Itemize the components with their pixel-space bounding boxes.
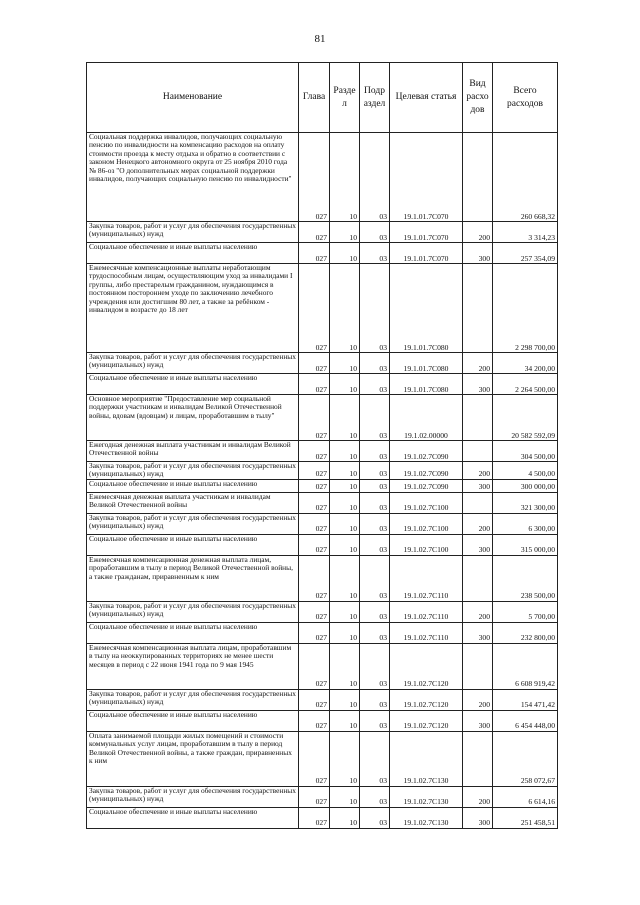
cell-section: 10 <box>330 133 360 222</box>
cell-name: Социальное обеспечение и иные выплаты населению <box>87 622 299 643</box>
cell-total: 260 668,32 <box>493 133 558 222</box>
cell-target: 19.1.02.7С130 <box>390 786 463 807</box>
cell-type: 200 <box>463 222 493 243</box>
cell-target: 19.1.02.7С110 <box>390 601 463 622</box>
cell-section: 10 <box>330 479 360 492</box>
cell-section: 10 <box>330 492 360 513</box>
cell-total: 232 800,00 <box>493 622 558 643</box>
cell-total: 315 000,00 <box>493 534 558 555</box>
cell-chapter: 027 <box>299 786 330 807</box>
cell-section: 10 <box>330 462 360 480</box>
cell-name: Ежемесячная компенсационная выплата лицам, проработавшим в тылу на неоккупированных территориях не менее шести месяцев в период с 22 июня 1941 года по 9 мая 1945 <box>87 643 299 689</box>
table-row <box>87 710 558 731</box>
cell-chapter: 027 <box>299 601 330 622</box>
cell-section: 10 <box>330 513 360 534</box>
cell-name: Закупка товаров, работ и услуг для обеспечения государственных (муниципальных) нужд <box>87 353 299 374</box>
cell-total: 300 000,00 <box>493 479 558 492</box>
cell-target: 19.1.02.7С100 <box>390 534 463 555</box>
cell-subsection: 03 <box>360 243 390 264</box>
cell-name: Закупка товаров, работ и услуг для обеспечения государственных (муниципальных) нужд <box>87 222 299 243</box>
cell-chapter: 027 <box>299 222 330 243</box>
cell-section: 10 <box>330 643 360 689</box>
cell-name: Закупка товаров, работ и услуг для обеспечения государственных (муниципальных) нужд <box>87 462 299 480</box>
table-row <box>87 731 558 786</box>
cell-subsection: 03 <box>360 534 390 555</box>
cell-target: 19.1.02.7С100 <box>390 492 463 513</box>
cell-type: 200 <box>463 601 493 622</box>
cell-subsection: 03 <box>360 689 390 710</box>
cell-section: 10 <box>330 243 360 264</box>
cell-chapter: 027 <box>299 555 330 601</box>
table-row <box>87 555 558 601</box>
cell-subsection: 03 <box>360 786 390 807</box>
table-row <box>87 479 558 492</box>
cell-subsection: 03 <box>360 479 390 492</box>
table-row <box>87 374 558 395</box>
cell-chapter: 027 <box>299 395 330 441</box>
cell-target: 19.1.01.7С070 <box>390 222 463 243</box>
cell-subsection: 03 <box>360 492 390 513</box>
cell-total: 4 500,00 <box>493 462 558 480</box>
cell-section: 10 <box>330 264 360 353</box>
table-row <box>87 689 558 710</box>
cell-subsection: 03 <box>360 710 390 731</box>
cell-chapter: 027 <box>299 513 330 534</box>
header-section: Разде л <box>330 63 360 133</box>
cell-section: 10 <box>330 689 360 710</box>
cell-name: Социальное обеспечение и иные выплаты населению <box>87 479 299 492</box>
cell-chapter: 027 <box>299 534 330 555</box>
cell-chapter: 027 <box>299 710 330 731</box>
cell-type <box>463 555 493 601</box>
cell-type: 200 <box>463 353 493 374</box>
cell-total: 2 298 700,00 <box>493 264 558 353</box>
table-row <box>87 222 558 243</box>
cell-total: 20 582 592,09 <box>493 395 558 441</box>
table-row <box>87 492 558 513</box>
cell-target: 19.1.01.7С080 <box>390 353 463 374</box>
cell-subsection: 03 <box>360 441 390 462</box>
cell-subsection: 03 <box>360 555 390 601</box>
cell-name: Социальное обеспечение и иные выплаты населению <box>87 534 299 555</box>
cell-type <box>463 264 493 353</box>
cell-total: 3 314,23 <box>493 222 558 243</box>
table-row <box>87 622 558 643</box>
cell-name: Социальное обеспечение и иные выплаты населению <box>87 710 299 731</box>
header-name: Наименование <box>87 63 299 133</box>
cell-total: 251 458,51 <box>493 807 558 828</box>
cell-section: 10 <box>330 534 360 555</box>
cell-total: 238 500,00 <box>493 555 558 601</box>
cell-total: 257 354,09 <box>493 243 558 264</box>
cell-section: 10 <box>330 601 360 622</box>
cell-type: 300 <box>463 374 493 395</box>
cell-target: 19.1.01.7С080 <box>390 264 463 353</box>
cell-section: 10 <box>330 555 360 601</box>
cell-chapter: 027 <box>299 374 330 395</box>
cell-target: 19.1.02.7С120 <box>390 643 463 689</box>
cell-subsection: 03 <box>360 807 390 828</box>
cell-name: Ежемесячная денежная выплата участникам и инвалидам Великой Отечественной войны <box>87 492 299 513</box>
cell-chapter: 027 <box>299 353 330 374</box>
cell-total: 2 264 500,00 <box>493 374 558 395</box>
cell-name: Ежемесячная компенсационная денежная выплата лицам, проработавшим в тылу в период Великой Отечественной войны, а также гражданам, приравненным к ним <box>87 555 299 601</box>
cell-name: Закупка товаров, работ и услуг для обеспечения государственных (муниципальных) нужд <box>87 513 299 534</box>
cell-total: 6 608 919,42 <box>493 643 558 689</box>
cell-section: 10 <box>330 622 360 643</box>
cell-name: Закупка товаров, работ и услуг для обеспечения государственных (муниципальных) нужд <box>87 786 299 807</box>
cell-chapter: 027 <box>299 441 330 462</box>
cell-name: Закупка товаров, работ и услуг для обеспечения государственных (муниципальных) нужд <box>87 689 299 710</box>
cell-section: 10 <box>330 731 360 786</box>
cell-name: Основное мероприятие "Предоставление мер социальной поддержки участникам и инвалидам Великой Отечественной войны, вдовам (вдовцам) и лицам, проработавшим в тылу" <box>87 395 299 441</box>
cell-name: Закупка товаров, работ и услуг для обеспечения государственных (муниципальных) нужд <box>87 601 299 622</box>
cell-section: 10 <box>330 710 360 731</box>
cell-chapter: 027 <box>299 731 330 786</box>
table-row <box>87 601 558 622</box>
cell-target: 19.1.02.7С090 <box>390 462 463 480</box>
cell-subsection: 03 <box>360 374 390 395</box>
cell-section: 10 <box>330 222 360 243</box>
cell-target: 19.1.02.00000 <box>390 395 463 441</box>
cell-type: 300 <box>463 710 493 731</box>
table-row <box>87 643 558 689</box>
header-chapter: Глава <box>299 63 330 133</box>
table-row <box>87 395 558 441</box>
cell-chapter: 027 <box>299 643 330 689</box>
header-type: Вид расхо дов <box>463 63 493 133</box>
cell-subsection: 03 <box>360 222 390 243</box>
cell-subsection: 03 <box>360 133 390 222</box>
cell-section: 10 <box>330 786 360 807</box>
header-subsection: Подр аздел <box>360 63 390 133</box>
cell-target: 19.1.02.7С110 <box>390 555 463 601</box>
cell-chapter: 027 <box>299 807 330 828</box>
table-row <box>87 133 558 222</box>
cell-name: Оплата занимаемой площади жилых помещений и стоимости коммунальных услуг лицам, проработавшим в тылу в период Великой Отечественной войны, а также граждан, приравненных к ним <box>87 731 299 786</box>
cell-name: Социальное обеспечение и иные выплаты населению <box>87 374 299 395</box>
cell-type: 200 <box>463 786 493 807</box>
cell-chapter: 027 <box>299 462 330 480</box>
cell-target: 19.1.02.7С120 <box>390 710 463 731</box>
table-row <box>87 786 558 807</box>
cell-total: 321 300,00 <box>493 492 558 513</box>
cell-section: 10 <box>330 395 360 441</box>
cell-type <box>463 643 493 689</box>
cell-type: 200 <box>463 462 493 480</box>
cell-section: 10 <box>330 807 360 828</box>
cell-total: 5 700,00 <box>493 601 558 622</box>
cell-name: Ежегодная денежная выплата участникам и инвалидам Великой Отечественной войны <box>87 441 299 462</box>
table-row <box>87 441 558 462</box>
header-total: Всего расходов <box>493 63 558 133</box>
table-row <box>87 353 558 374</box>
table-header-row <box>87 63 558 133</box>
cell-type: 200 <box>463 513 493 534</box>
cell-total: 6 614,16 <box>493 786 558 807</box>
table-row <box>87 243 558 264</box>
cell-subsection: 03 <box>360 601 390 622</box>
table-row <box>87 513 558 534</box>
cell-section: 10 <box>330 374 360 395</box>
cell-subsection: 03 <box>360 622 390 643</box>
cell-subsection: 03 <box>360 462 390 480</box>
cell-subsection: 03 <box>360 731 390 786</box>
cell-chapter: 027 <box>299 689 330 710</box>
cell-target: 19.1.01.7С080 <box>390 374 463 395</box>
cell-section: 10 <box>330 441 360 462</box>
cell-type <box>463 492 493 513</box>
expenditure-table <box>86 62 558 829</box>
cell-type <box>463 133 493 222</box>
cell-name: Социальное обеспечение и иные выплаты населению <box>87 807 299 828</box>
cell-type <box>463 731 493 786</box>
cell-total: 34 200,00 <box>493 353 558 374</box>
cell-section: 10 <box>330 353 360 374</box>
cell-type: 300 <box>463 622 493 643</box>
cell-total: 304 500,00 <box>493 441 558 462</box>
cell-type <box>463 395 493 441</box>
cell-type: 200 <box>463 689 493 710</box>
cell-type: 300 <box>463 243 493 264</box>
table-row <box>87 807 558 828</box>
header-target: Целевая статья <box>390 63 463 133</box>
table-row <box>87 462 558 480</box>
cell-target: 19.1.02.7С130 <box>390 807 463 828</box>
cell-target: 19.1.02.7С120 <box>390 689 463 710</box>
cell-target: 19.1.01.7С070 <box>390 243 463 264</box>
cell-chapter: 027 <box>299 133 330 222</box>
cell-total: 258 072,67 <box>493 731 558 786</box>
cell-subsection: 03 <box>360 264 390 353</box>
cell-chapter: 027 <box>299 492 330 513</box>
cell-chapter: 027 <box>299 622 330 643</box>
cell-total: 154 471,42 <box>493 689 558 710</box>
cell-subsection: 03 <box>360 353 390 374</box>
cell-type <box>463 441 493 462</box>
table-row <box>87 534 558 555</box>
cell-subsection: 03 <box>360 643 390 689</box>
cell-type: 300 <box>463 479 493 492</box>
page-number: 81 <box>314 33 326 45</box>
cell-target: 19.1.02.7С090 <box>390 441 463 462</box>
cell-target: 19.1.01.7С070 <box>390 133 463 222</box>
cell-total: 6 300,00 <box>493 513 558 534</box>
table-row <box>87 264 558 353</box>
cell-target: 19.1.02.7С110 <box>390 622 463 643</box>
cell-type: 300 <box>463 807 493 828</box>
cell-total: 6 454 448,00 <box>493 710 558 731</box>
cell-chapter: 027 <box>299 479 330 492</box>
cell-type: 300 <box>463 534 493 555</box>
cell-name: Ежемесячные компенсационные выплаты неработающим трудоспособным лицам, осуществляющим уход за инвалидами I группы, либо престарелым гражданином, нуждающимся в постоянном постороннем уходе по заключению лечебного учреждения или достигшим 80 лет, а также за ребёнком - инвалидом в возрасте до 18 лет <box>87 264 299 353</box>
cell-name: Социальное обеспечение и иные выплаты населению <box>87 243 299 264</box>
cell-target: 19.1.02.7С100 <box>390 513 463 534</box>
cell-target: 19.1.02.7С090 <box>390 479 463 492</box>
cell-target: 19.1.02.7С130 <box>390 731 463 786</box>
cell-chapter: 027 <box>299 243 330 264</box>
cell-chapter: 027 <box>299 264 330 353</box>
cell-subsection: 03 <box>360 513 390 534</box>
cell-name: Социальная поддержка инвалидов, получающих социальную пенсию по инвалидности на компенсацию расходов на оплату стоимости проезда к месту отдыха и обратно в соответствии с законом Ненецкого автономного округа от 25 ноября 2010 года № 86-оз "О дополнительных мерах социальной поддержки инвалидов, получающих социальную пенсию по инвалидности" <box>87 133 299 222</box>
cell-subsection: 03 <box>360 395 390 441</box>
